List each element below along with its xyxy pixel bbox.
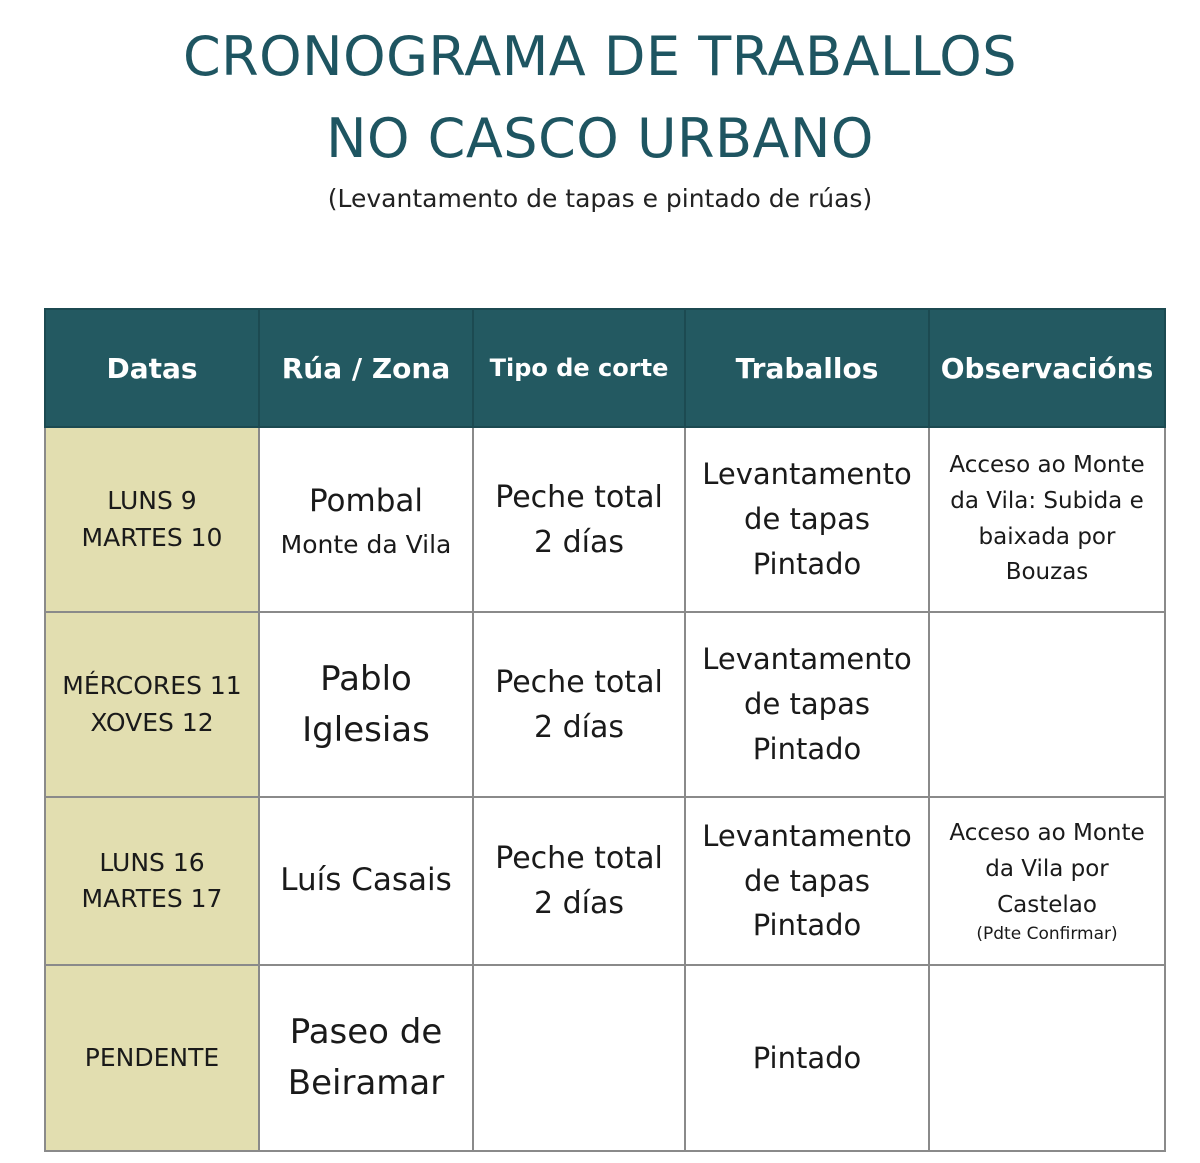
table-row [45, 427, 1165, 612]
table-row [45, 797, 1165, 965]
works-text: Pintado [752, 1040, 862, 1075]
cut-type-cell [473, 965, 685, 1151]
observations-text: Bouzas [1005, 559, 1089, 586]
column-header-rua-zona: Rúa / Zona [259, 309, 473, 427]
page-title-line1: CRONOGRAMA DE TRABALLOS [182, 25, 1018, 88]
date-text: PENDENTE [84, 1042, 220, 1072]
street-cell [259, 797, 473, 965]
cut-duration-text: 2 días [533, 886, 624, 921]
cut-type-cell [473, 427, 685, 612]
works-text: Levantamento [702, 642, 912, 677]
cut-type-cell [473, 797, 685, 965]
street-text: Iglesias [302, 709, 430, 750]
table-row [45, 612, 1165, 797]
works-cell [685, 965, 929, 1151]
works-text: Levantamento [702, 818, 912, 853]
works-text: Levantamento [702, 457, 912, 492]
works-text: Pintado [752, 908, 862, 943]
observations-text: Castelao [997, 891, 1097, 918]
observations-text: da Vila: Subida e [950, 487, 1144, 514]
column-header-datas: Datas [45, 309, 259, 427]
works-text: Pintado [752, 546, 862, 581]
observations-cell [929, 965, 1165, 1151]
observations-text: Acceso ao Monte [949, 820, 1145, 847]
date-text: XOVES 12 [90, 707, 214, 737]
date-text: MÉRCORES 11 [62, 671, 242, 701]
column-header-observacions: Observacións [929, 309, 1165, 427]
cut-type-text: Peche total [495, 664, 663, 700]
street-text: Pombal [308, 483, 424, 520]
date-text: LUNS 16 [99, 847, 205, 877]
works-text: de tapas [744, 863, 870, 898]
page-subtitle: (Levantamento de tapas e pintado de rúas) [327, 184, 873, 213]
column-header-traballos: Traballos [685, 309, 929, 427]
observations-cell [929, 612, 1165, 797]
works-text: de tapas [744, 502, 870, 537]
table-row [45, 965, 1165, 1151]
observations-text: Acceso ao Monte [949, 452, 1145, 479]
street-text: Pablo [320, 658, 412, 699]
cut-duration-text: 2 días [533, 709, 624, 745]
street-cell [259, 965, 473, 1151]
cut-duration-text: 2 días [533, 524, 624, 560]
column-header-tipo-de-corte: Tipo de corte [473, 309, 685, 427]
works-text: de tapas [744, 687, 870, 722]
street-cell [259, 612, 473, 797]
observations-note: (Pdte Confirmar) [976, 924, 1118, 945]
table-header-row [45, 309, 1165, 427]
date-text: LUNS 9 [107, 486, 197, 516]
observations-cell [929, 797, 1165, 965]
date-text: MARTES 17 [81, 884, 223, 913]
page-title-line2: NO CASCO URBANO [326, 107, 874, 170]
date-text: MARTES 10 [81, 522, 223, 552]
schedule-table [44, 308, 1166, 1152]
works-cell [685, 427, 929, 612]
observations-cell [929, 427, 1165, 612]
works-text: Pintado [752, 731, 862, 766]
date-cell [45, 965, 259, 1151]
works-cell [685, 612, 929, 797]
date-cell [45, 427, 259, 612]
cut-type-text: Peche total [495, 841, 663, 876]
street-text: Paseo de [289, 1012, 443, 1052]
cut-type-cell [473, 612, 685, 797]
works-cell [685, 797, 929, 965]
observations-text: baixada por [978, 523, 1116, 550]
street-text: Beiramar [287, 1063, 445, 1103]
cut-type-text: Peche total [495, 479, 663, 515]
street-cell [259, 427, 473, 612]
observations-text: da Vila por [985, 856, 1109, 883]
date-cell [45, 612, 259, 797]
date-cell [45, 797, 259, 965]
street-subzone-text: Monte da Vila [280, 529, 452, 559]
street-text: Luís Casais [280, 862, 452, 899]
